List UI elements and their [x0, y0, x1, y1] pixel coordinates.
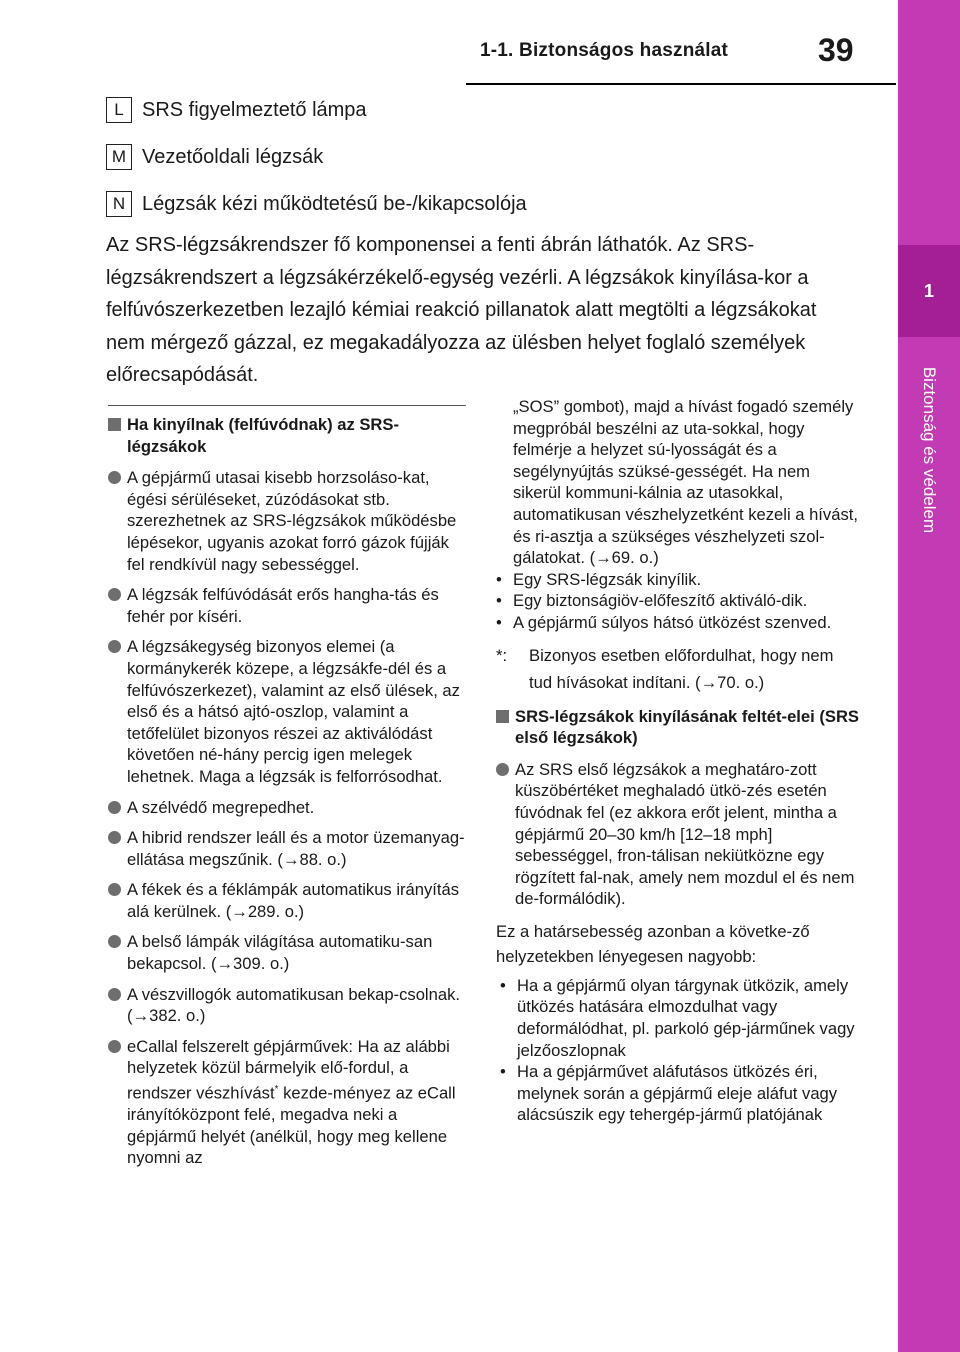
circle-bullet-icon [108, 471, 121, 484]
list-item-text: Ha a gépjármű olyan tárgynak ütközik, amely ütközés hatására elmozdulhat vagy deformálódhat, pl. parkoló gép-járműnek vagy jelzőoszlopnak [517, 975, 855, 1060]
legend-text-n: Légzsák kézi működtetésű be-/kikapcsolója [142, 192, 527, 215]
list-item [496, 975, 861, 1061]
list-item-text: A légzsákegység bizonyos elemei (a kormánykerék közepe, a légzsákfe-dél és a felfúvószerkezet), valamint az első ülések, az első és a hátsó ajtó-oszlop, valamint a tetőfelület bizonyos részei az aktiválódást követően né-hány percig igen melegek lehetnek. Maga a légzsák is felforrósodhat. [127, 637, 460, 786]
intro-paragraph: Az SRS-légzsákrendszer fő komponensei a fenti ábrán láthatók. Az SRS-légzsákrendszert a légzsákérzékelő-egység vezérli. A légzsákok kinyílása-kor a felfúvószerkezetben lezajló kémiai reakció pillanatok alatt megtölti a légzsákokat nem mérgező gázzal, ez megakadályozza az ülésben helyet foglaló személyek előrecsapódását. [106, 234, 817, 387]
list-item [108, 467, 466, 575]
circle-bullet-icon [108, 801, 121, 814]
bullet-mark: • [500, 1062, 506, 1082]
right-column [496, 396, 861, 1126]
legend-key-n: N [106, 191, 132, 217]
list-item-text: Egy biztonságiöv-előfeszítő aktiváló-dik. [513, 591, 808, 611]
circle-bullet-icon [496, 763, 509, 776]
legend-text-l: SRS figyelmeztető lámpa [142, 98, 367, 121]
legend-key-m: M [106, 144, 132, 170]
list-item-text: Egy SRS-légzsák kinyílik. [513, 569, 702, 589]
legend-item-n [106, 191, 527, 217]
ecall-continuation: „SOS” gombot), majd a hívást fogadó személy megpróbál beszélni az uta-sokkal, hogy felmérje a helyzet sú-lyosságát és a segélynyújtás szüksé-gességét. Ha nem sikerül kommuni-kálnia az utasokkal, automatikusan vészhelyzetként kezeli a hívást, és ri-asztja a szükséges vészhelyzeti szol-gálatokat. (→69. o.) [513, 397, 858, 568]
list-item-text: A légzsák felfúvódását erős hangha-tás és fehér por kíséri. [127, 585, 439, 626]
legend-text-m: Vezetőoldali légzsák [142, 145, 324, 168]
list-item-text: Ha a gépjárművet aláfutásos ütközés éri, melynek során a gépjármű eleje aláfut vagy alácsúszik egy tehergép-jármű platójának [517, 1062, 838, 1125]
list-item-text: A fékek és a féklámpák automatikus irányítás alá kerülnek. (→289. o.) [127, 880, 460, 921]
circle-bullet-icon [108, 883, 121, 896]
list-item [108, 984, 466, 1027]
square-bullet-icon [496, 710, 509, 723]
legend-key-l: L [106, 97, 132, 123]
circle-bullet-icon [108, 935, 121, 948]
list-item [108, 879, 466, 922]
list-item-text: A hibrid rendszer leáll és a motor üzemanyag-ellátása megszűnik. (→88. o.) [127, 828, 465, 869]
ecall-text-b: kezde-ményez az eCall irányítóközpont felé, megadva neki a gépjármű helyét (anélkül, hogy meg kellene nyomni az [127, 1083, 456, 1168]
footnote [496, 642, 861, 696]
heading-text: Ha kinyílnak (felfúvódnak) az SRS-légzsákok [127, 415, 400, 456]
list-item-text: A vészvillogók automatikusan bekap-csolnak. (→382. o.) [127, 984, 460, 1026]
bullet-mark: • [496, 591, 502, 611]
threshold-paragraph: Ez a határsebesség azonban a követke-ző helyzetekben lényegesen nagyobb: [496, 921, 810, 966]
list-item [496, 759, 861, 910]
circle-bullet-icon [108, 640, 121, 653]
bullet-mark: • [500, 975, 506, 995]
list-item-text: A szélvédő megrepedhet. [127, 797, 315, 817]
legend-item-m [106, 144, 323, 170]
footnote-text: Bizonyos esetben előfordulhat, hogy nem tud hívásokat indítani. (→70. o.) [529, 645, 834, 692]
section-heading-deployment [108, 414, 466, 457]
section-rule [108, 405, 466, 406]
list-item-ecall [108, 1036, 466, 1169]
square-bullet-icon [108, 418, 121, 431]
list-item [496, 612, 861, 634]
list-item [108, 931, 466, 974]
list-item-text: Az SRS első légzsákok a meghatáro-zott küszöbértéket meghaladó ütkö-zés esetén fúvódnak fel (ez akkora erőt jelent, mintha a gépjármű 20–30 km/h [12–18 mph] sebességgel, fron-tálisan nekiütközne egy rögzített fal-nak, amely nem mozdul el és nem de-formálódik). [515, 759, 855, 909]
section-title: 1-1. Biztonságos használat [480, 40, 729, 61]
list-item-text: A belső lámpák világítása automatiku-san bekapcsol. (→309. o.) [127, 932, 433, 974]
circle-bullet-icon [108, 1040, 121, 1053]
ecall-text-a: eCallal felszerelt gépjárművek: Ha az alábbi helyzetek közül bármelyik elő-fordul, a rendszer vészhívást [127, 1036, 450, 1103]
left-column [108, 405, 466, 1178]
section-heading-conditions [496, 706, 861, 749]
legend-item-l [106, 97, 367, 123]
list-item [108, 827, 466, 870]
header-divider [466, 83, 896, 85]
list-item-text: A gépjármű súlyos hátsó ütközést szenved. [513, 612, 832, 632]
circle-bullet-icon [108, 988, 121, 1001]
circle-bullet-icon [108, 831, 121, 844]
list-item [496, 1061, 861, 1126]
chapter-sidebar [898, 0, 960, 1352]
page-number: 39 [818, 32, 854, 68]
list-item [108, 584, 466, 627]
list-item [108, 797, 466, 819]
bullet-mark: • [496, 612, 502, 632]
heading-text: SRS-légzsákok kinyílásának feltét-elei (SRS első légzsákok) [515, 706, 859, 748]
circle-bullet-icon [108, 588, 121, 601]
chapter-tab[interactable]: 1 [898, 245, 960, 337]
list-item [496, 590, 861, 612]
chapter-label: Biztonság és védelem [920, 366, 939, 534]
list-item-text [127, 1036, 466, 1169]
footnote-mark: * [274, 1084, 279, 1096]
bullet-mark: • [496, 569, 502, 589]
list-item [108, 636, 466, 787]
footnote-marker: *: [496, 645, 508, 665]
list-item-text: A gépjármű utasai kisebb horzsoláso-kat, égési sérüléseket, zúzódásokat stb. szerezhetnek az SRS-légzsákok működésbe lépésekor, ugyanis azokat forró gázok fújják fel rendkívül nagy sebességgel. [127, 468, 457, 574]
list-item [496, 569, 861, 591]
